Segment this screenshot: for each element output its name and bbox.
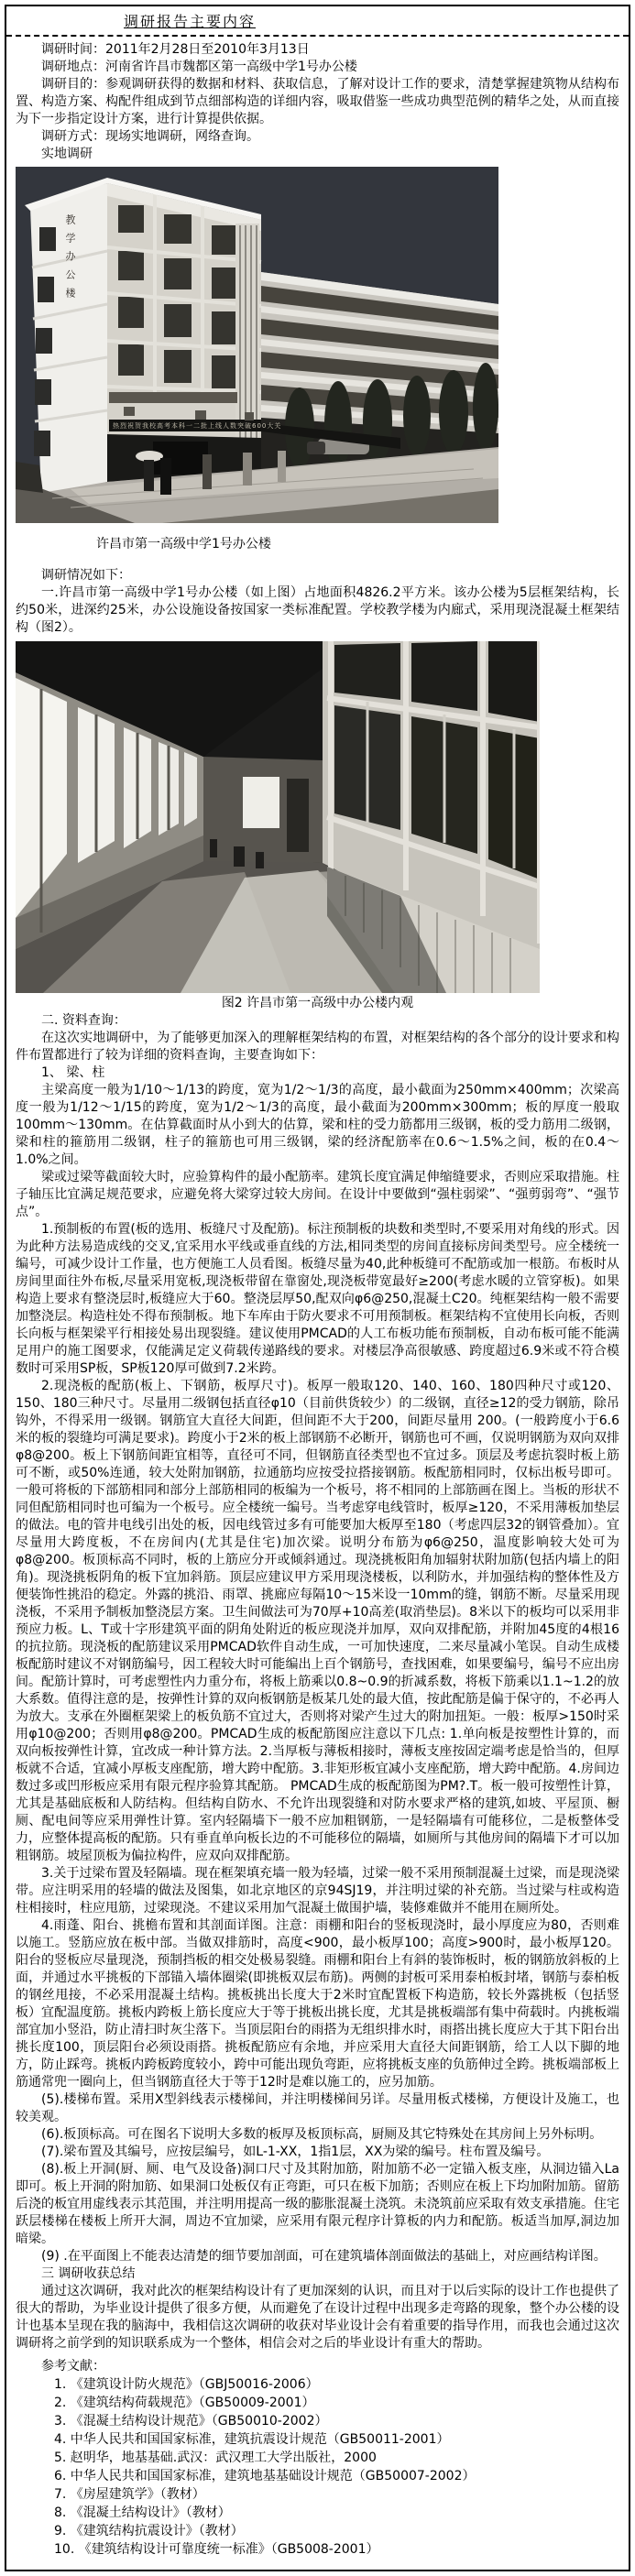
intro-section (16, 567, 619, 637)
body-paragraph: 在这次实地调研中，为了能够更加深入的理解框架结构的布置，对框架结构的各个部分的设计要求和构件布置都进行了较为详细的资料查询，主要查询如下： (16, 1031, 619, 1063)
dotted-divider (6, 35, 629, 37)
references-title: 参考文献： (41, 2359, 105, 2374)
reference-item: 4. 中华人民共和国国家标准，建筑抗震设计规范（GB50011-2001） (54, 2432, 450, 2447)
reference-item: 7. 《房屋建筑学》（教材） (54, 2487, 205, 2502)
body-paragraph: 二. 资料查询： (41, 1013, 126, 1028)
corridor-right-wall (323, 641, 540, 993)
corridor-photo (16, 641, 540, 993)
meta-line: 调研方式：现场实地调研，网络查询。 (41, 129, 259, 144)
references-list (16, 2375, 619, 2559)
banner-text: 热烈祝贺我校高考本科一二批上线人数突破600大关 (113, 422, 282, 430)
figure-1 (16, 167, 498, 523)
reference-item: 3. 《混凝土结构设计规范》（GB50010-2002） (54, 2414, 328, 2429)
intro-paragraph: 一.许昌市第一高级中学1号办公楼（如上图）占地面积4826.2平方米。该办公楼为5层框架结构，长约50米，进深约25米，办公设施设备按国家一类标准配置。学校教学楼为内廊式，采用现浇混凝土框架结构（图2）。 (16, 585, 619, 635)
report-page (5, 5, 630, 2571)
reference-item: 10. 《建筑结构设计可靠度统一标准》（GB5008-2001） (54, 2542, 379, 2557)
corridor-far-end (203, 757, 323, 863)
meta-line: 调研时间：2011年2月28日至2010年3月13日 (41, 42, 310, 57)
upper-banner (109, 392, 237, 403)
building-sign-vertical-text: 教学办公楼 (64, 214, 76, 306)
body-paragraph: 通过这次调研，我对此次的框架结构设计有了更加深刻的认识，而且对于以后实际的设计工作也提供了很大的帮助，为毕业设计提供了很多方便，从而避免了在设计过程中出现多走弯路的现象，整个办公楼的设计也基本呈现在我的脑海中，我相信这次调研的收获对毕业设计会有着重要的指导作用，而我也会通过这次调研将之前学到的知识联系成为一个整体，相信会对之后的毕业设计有重大的帮助。 (16, 2284, 619, 2351)
body-paragraph: 1.预制板的布置(板的选用、板缝尺寸及配筋)。标注预制板的块数和类型时,不要采用对角线的形式。因为此种方法易造成线的交叉,宜采用水平线或垂直线的方法,相同类型的房间直接标房间类型号。应全楼统一编号，可减少设计工作量，也方便施工人员看图。板缝尽量为40,此种板缝可不配筋或加一根筋。布板时从房间里面往外布板,尽量采用宽板,现浇板带留在靠窗处,现浇板带宽最好≥200(考虑水暖的立管穿板)。如果构造上要求有整浇层时,板缝应大于60。整浇层厚50,配双向φ6@250,混凝土C20。纯框架结构一般不需要加整浇层。构造柱处不得布预制板。地下车库由于防火要求不可用预制板。框架结构不宜使用长向板，否则长向板与框架梁平行相接处易出现裂缝。建议使用PMCAD的人工布板功能布预制板，自动布板可能不能满足用户的施工图要求，仅能满足定义荷载传递路线的要求。对楼层净高很敏感、跨度超过6.9米或不符合模数时可采用SP板，SP板120厚可做到7.2米跨。 (16, 1222, 619, 1376)
reference-item: 8. 《混凝土结构设计》（教材） (54, 2505, 231, 2520)
reference-item: 1. 《建筑设计防火规范》（GBJ50016-2006） (54, 2377, 319, 2392)
body-section (16, 1012, 619, 2352)
reference-item: 2. 《建筑结构荷载规范》（GB50009-2001） (54, 2396, 315, 2410)
body-paragraph: 3.关于过梁布置及轻隔墙。现在框架填充墙一般为轻墙，过梁一般不采用预制混凝土过梁，而是现浇梁带。应注明采用的轻墙的做法及图集，如北京地区的京94SJ19，并注明过梁的补充筋。当过梁与柱或构造柱相接时，柱应甩筋，过梁现浇。不建议采用加气混凝土做围护墙，装修难做并不能用在厕所处。 (16, 1866, 619, 1916)
reference-item: 6. 中华人民共和国国家标准，建筑地基基础设计规范（GB50007-2002） (54, 2469, 476, 2483)
body-paragraph: 4.雨蓬、阳台、挑檐布置和其剖面详图。注意：雨棚和阳台的竖板现浇时，最小厚度应为80，否则难以施工。竖筋应放在板中部。当做双排筋时，高度<900，最小板厚100；高度>900时，最小板厚120。阳台的竖板应尽量现浇，预制挡板的相交处极易裂缝。雨棚和阳台上有斜的装饰板时，板的钢筋放斜板的上面，并通过水平挑板的下部锚入墙体圈梁(即挑板双层布筋)。两侧的封板可采用泰柏板封堵，钢筋与泰柏板的钢丝甩接，不必采用混凝土结构。挑板挑出长度大于2米时宜配置板下构造筋，较长外露挑板（包括竖板）宜配温度筋。挑板内跨板上筋长度应大于等于挑板出挑长度，尤其是挑板端部有集中荷载时。内挑板端部宜加小竖沿，防止清扫时灰尘落下。当顶层阳台的雨搭为无组织排水时，雨搭出挑长度应大于其下阳台出挑长度100，顶层阳台必须设雨搭。挑板配筋应有余地，并应采用大直径大间距钢筋，给工人以下脚的地方，防止踩弯。挑板内跨板跨度较小，跨中可能出现负弯距，应将挑板支座的负筋伸过全跨。挑板端部板上筋通常兜一圈向上，但当钢筋直径大于等于12时是难以施工的，应另加筋。 (16, 1918, 619, 2090)
meta-section (16, 41, 619, 163)
body-paragraph: (8).板上开洞(厨、厕、电气及设备)洞口尺寸及其附加筋，附加筋不必一定锚入板支座，从洞边锚入La即可。板上开洞的附加筋、如果洞口处板仅有正弯距，可只在板下加筋；否则应在板上下均加附加筋。留筋后浇的板宜用虚线表示其范围，并注明用提高一级的膨胀混凝土浇筑。未浇筑前应采取有效支承措施。住宅跃层楼梯在楼板上所开大洞，周边不宜加梁，应采用有限元程序计算板的内力和配筋。板适当加厚,洞边加暗梁。 (16, 2162, 619, 2246)
bushes (16, 462, 43, 493)
body-paragraph: 三 调研收获总结 (41, 2266, 136, 2281)
figure-2-caption: 图2 许昌市第一高级中办公楼内观 (221, 996, 414, 1010)
body-paragraph: (7).梁布置及其编号，应按层编号，如L-1-XX，1指1层，XX为梁的编号。柱布置及编号。 (41, 2145, 550, 2159)
intro-paragraph: 调研情况如下： (41, 568, 131, 583)
reference-item: 5. 赵明华，地基基础.武汉：武汉理工大学出版社，2000 (54, 2450, 377, 2465)
meta-line: 调研地点：河南省许昌市魏都区第一高级中学1号办公楼 (41, 60, 357, 74)
body-paragraph: 梁或过梁等截面较大时，应验算构件的最小配筋率。建筑长度宜满足伸缩缝要求，否则应采取措施。柱子轴压比宜满足规范要求，应避免将大梁穿过较大房间。在设计中要做到“强柱弱梁”、“强剪弱弯”、“强节点”。 (16, 1170, 619, 1219)
body-paragraph: 主梁高度一般为1/10～1/13的跨度，宽为1/2～1/3的高度，最小截面为250mm×400mm；次梁高度一般为1/12～1/15的跨度，宽为1/2～1/3的高度，最小截面为200mm×300mm；板的厚度一般取100mm～130mm。在估算截面时从小到大的估算，梁和柱的受力筋都用三级钢，板的受力筋用二级钢，梁和柱的箍筋用二级钢，柱子的箍筋也可用三级钢，梁的经济配筋率在0.6～1.5%之间，板的在0.4～1.0%之间。 (16, 1083, 619, 1167)
body-paragraph: (9) .在平面图上不能表达清楚的细节要加剖面，可在建筑墙体剖面做法的基础上，对应画结构详图。 (41, 2249, 607, 2264)
body-paragraph: 2.现浇板的配筋(板上、下钢筋，板厚尺寸)。板厚一般取120、140、160、180四种尺寸或120、150、180三种尺寸。尽量用二级钢包括直径φ10（目前供货较少）的二级钢，直径≥12的受力钢筋，除吊钩外，不得采用一级钢。钢筋宜大直径大间距，但间距不大于200，间距尽量用 200。(一般跨度小于6.6米的板的裂缝均可满足要求)。跨度小于2米的板上部钢筋不必断开，钢筋也可不画，仅说明钢筋为双向双排φ8@200。板上下钢筋间距宜相等，直径可不同，但钢筋直径类型也不宜过多。顶层及考虑抗裂时板上筋可不断，或50%连通，较大处附加钢筋，拉通筋均应按受拉搭接钢筋。板配筋相同时，仅标出板号即可。一般可将板的下部筋相同和部分上部筋相同的板编为一个板号，将不相同的上部筋画在图上。当板的形状不同但配筋相同时也可编为一个板号。应全楼统一编号。当考虑穿电线管时，板厚≥120，不采用薄板加垫层的做法。电的管井电线引出处的板，因电线管过多有可能要加大板厚至180（考虑四层32的钢管叠加）。宜尽量用大跨度板，不在房间内(尤其是住宅)加次梁。说明分布筋为φ6@250，温度影响较大处可为φ8@200。板顶标高不同时，板的上筋应分开或倾斜通过。现浇挑板阳角加辐射状附加筋(包括内墙上的阳角)。现浇挑板阴角的板下宜加斜筋。顶层应建议甲方采用现浇楼板，以利防水，并加强结构的整体性及方便装饰性挑沿的稳定。外露的挑沿、雨罩、挑廊应每隔10～15米设一10mm的缝，钢筋不断。尽量采用现浇板，不采用予制板加整浇层方案。卫生间做法可为70厚+10高差(取消垫层)。8米以下的板均可以采用非预应力板。L、T或十字形建筑平面的阴角处附近的板应现浇并加厚，双向双排配筋，并附加45度的4根16的抗拉筋。现浇板的配筋建议采用PMCAD软件自动生成，一可加快速度，二来尽量减小笔误。自动生成楼板配筋时建议不对钢筋编号，因工程较大时可能编出上百个钢筋号，查找困难，如果要编号，编号不应出房间。配筋计算时，可考虑塑性内力重分布，将板上筋乘以0.8~0.9的折减系数，将板下筋乘以1.1~1.2的放大系数。值得注意的是，按弹性计算的双向板钢筋是板某几处的最大值，按此配筋是偏于保守的，不必再人为放大。支承在外圈框架梁上的板负筋不宜过大，否则将对梁产生过大的附加扭矩。一般：板厚>150时采用φ10@200；否则用φ8@200。PMCAD生成的板配筋图应注意以下几点: 1.单向板是按塑性计算的，而双向板按弹性计算，宜改成一种计算方法。2.当厚板与薄板相接时，薄板支座按固定端考虑是恰当的，但厚板就不合适，宜减小厚板支座配筋，增大跨中配筋。3.非矩形板宜减小支座配筋，增大跨中配筋。4.房间边数过多或凹形板应采用有限元程序验算其配筋。 PMCAD生成的板配筋图为PM?.T。板一般可按塑性计算，尤其是基础底板和人防结构。但结构自防水、不允许出现裂缝和对防水要求严格的建筑,如坡、平屋顶、橱厕、配电间等应采用弹性计算。室内轻隔墙下一般不应加粗钢筋，一是轻隔墙有可能移位，二是板整体受力，应整体提高板的配筋。只有垂直单向板长边的不可能移位的隔墙，如厕所与其他房间的隔墙下才可以加粗钢筋。坡屋顶板为偏拉构件，应双向双排配筋。 (16, 1379, 619, 1863)
body-paragraph: (5).楼梯布置。采用X型斜线表示楼梯间，并注明楼梯间另详。尽量用板式楼梯，方便设计及施工，也较美观。 (16, 2092, 619, 2124)
body-paragraph: 1、 梁、柱 (41, 1065, 105, 1080)
report-title: 调研报告主要内容 (124, 13, 257, 30)
body-paragraph: (6).板顶标高。可在图名下说明大多数的板厚及板顶标高，厨厕及其它特殊处在其房间上另外标明。 (41, 2127, 603, 2142)
figure-1-caption: 许昌市第一高级中学1号办公楼 (96, 537, 271, 551)
office-building-photo (16, 167, 498, 523)
meta-line: 实地调研 (41, 147, 93, 161)
reference-item: 9. 《建筑结构抗震设计》（教材） (54, 2524, 244, 2538)
meta-line: 调研目的：参观调研获得的数据和材料、获取信息，了解对设计工作的要求，清楚掌握建筑物从结构布置、构造方案、构配件组成到节点细部构造的详细内容，吸取借鉴一些成功典型范例的精华之处，从而直接为下一步指定设计方案，进行计算提供依据。 (16, 77, 619, 126)
